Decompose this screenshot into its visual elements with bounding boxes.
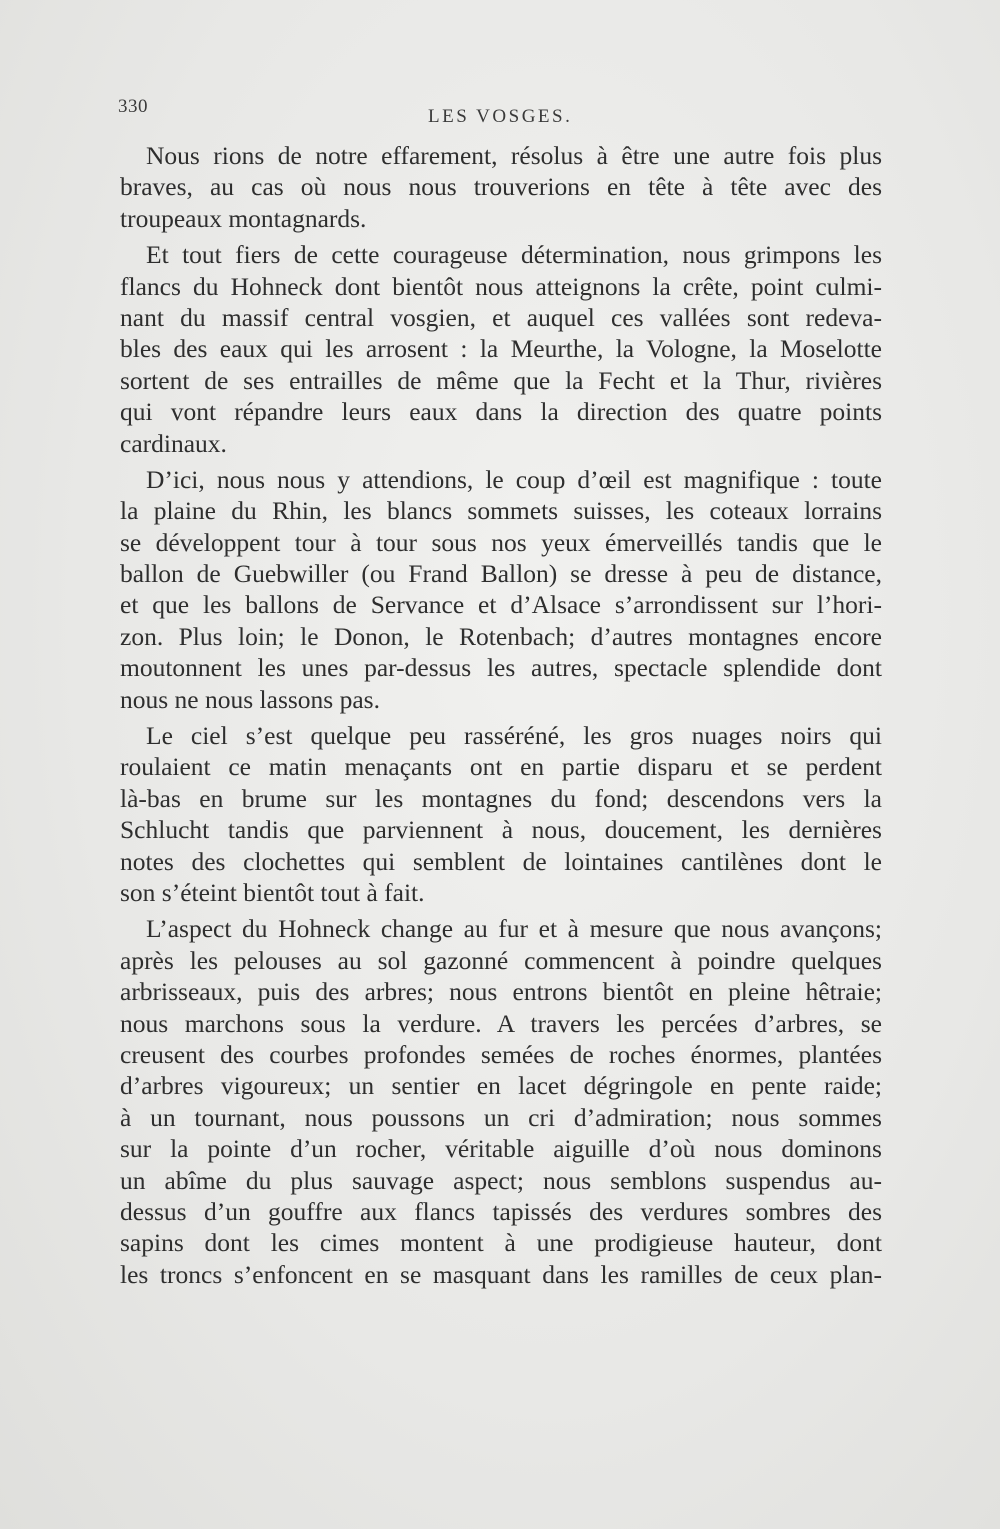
text-line: sapins dont les cimes montent à une prodigieuse hauteur, dont bbox=[120, 1228, 882, 1258]
text-line: flancs du Hohneck dont bientôt nous atteignons la crête, point culmi- bbox=[120, 271, 882, 301]
text-line: son s’éteint bientôt tout à fait. bbox=[120, 877, 425, 907]
paragraph bbox=[120, 239, 882, 459]
text-line: cardinaux. bbox=[120, 428, 227, 458]
text-line: qui vont répandre leurs eaux dans la direction des quatre points bbox=[120, 397, 882, 427]
text-line: Et tout fiers de cette courageuse détermination, nous grimpons les bbox=[146, 240, 882, 270]
text-line: Nous rions de notre effarement, résolus à être une autre fois plus bbox=[146, 141, 882, 170]
text-line: et que les ballons de Servance et d’Alsace s’arrondissent sur l’hori- bbox=[120, 590, 882, 620]
text-line: se développent tour à tour sous nos yeux émerveillés tandis que le bbox=[120, 527, 882, 557]
text-line: là-bas en brume sur les montagnes du fond; descendons vers la bbox=[120, 783, 882, 813]
text-line: la plaine du Rhin, les blancs sommets suisses, les coteaux lorrains bbox=[120, 496, 882, 526]
text-line: creusent des courbes profondes semées de roches énormes, plantées bbox=[120, 1039, 882, 1069]
text-line: Le ciel s’est quelque peu rasséréné, les gros nuages noirs qui bbox=[146, 721, 882, 751]
paragraph bbox=[120, 913, 882, 1290]
text-line: D’ici, nous nous y attendions, le coup d’œil est magnifique : toute bbox=[146, 464, 882, 494]
text-line: un abîme du plus sauvage aspect; nous semblons suspendus au- bbox=[120, 1165, 882, 1195]
text-line: roulaient ce matin menaçants ont en partie disparu et se perdent bbox=[120, 752, 882, 782]
text-line: nous ne nous lassons pas. bbox=[120, 684, 380, 714]
running-title: LES VOSGES. bbox=[428, 106, 573, 127]
text-line: zon. Plus loin; le Donon, le Rotenbach; d’autres montagnes encore bbox=[120, 621, 882, 651]
text-line: notes des clochettes qui semblent de lointaines cantilènes dont le bbox=[120, 846, 882, 876]
text-line: à un tournant, nous poussons un cri d’admiration; nous sommes bbox=[120, 1102, 882, 1132]
text-line: sortent de ses entrailles de même que la Fecht et la Thur, rivières bbox=[120, 365, 882, 395]
text-line: nous marchons sous la verdure. A travers les percées d’arbres, se bbox=[120, 1008, 882, 1038]
page-header bbox=[118, 96, 878, 126]
text-line: après les pelouses au sol gazonné commencent à poindre quelques bbox=[120, 945, 882, 975]
body-text bbox=[120, 140, 882, 1295]
paragraph bbox=[120, 720, 882, 908]
paragraph bbox=[120, 140, 882, 234]
text-line: sur la pointe d’un rocher, véritable aiguille d’où nous dominons bbox=[120, 1134, 882, 1164]
text-line: arbrisseaux, puis des arbres; nous entrons bientôt en pleine hêtraie; bbox=[120, 977, 882, 1007]
text-line: les troncs s’enfoncent en se masquant dans les ramilles de ceux plan- bbox=[120, 1259, 882, 1289]
text-line: nant du massif central vosgien, et auquel ces vallées sont redeva- bbox=[120, 302, 882, 332]
text-line: bles des eaux qui les arrosent : la Meurthe, la Vologne, la Moselotte bbox=[120, 334, 882, 364]
text-line: Schlucht tandis que parviennent à nous, doucement, les dernières bbox=[120, 815, 882, 845]
text-line: ballon de Guebwiller (ou Frand Ballon) se dresse à peu de distance, bbox=[120, 559, 882, 589]
text-line: dessus d’un gouffre aux flancs tapissés des verdures sombres des bbox=[120, 1196, 882, 1226]
text-line: moutonnent les unes par-dessus les autres, spectacle splendide dont bbox=[120, 653, 882, 683]
paragraph bbox=[120, 464, 882, 715]
page-number: 330 bbox=[118, 96, 148, 117]
text-line: d’arbres vigoureux; un sentier en lacet dégringole en pente raide; bbox=[120, 1071, 882, 1101]
text-line: troupeaux montagnards. bbox=[120, 203, 367, 233]
text-line: braves, au cas où nous nous trouverions en tête à tête avec des bbox=[120, 172, 882, 202]
text-line: L’aspect du Hohneck change au fur et à mesure que nous avançons; bbox=[146, 914, 882, 944]
